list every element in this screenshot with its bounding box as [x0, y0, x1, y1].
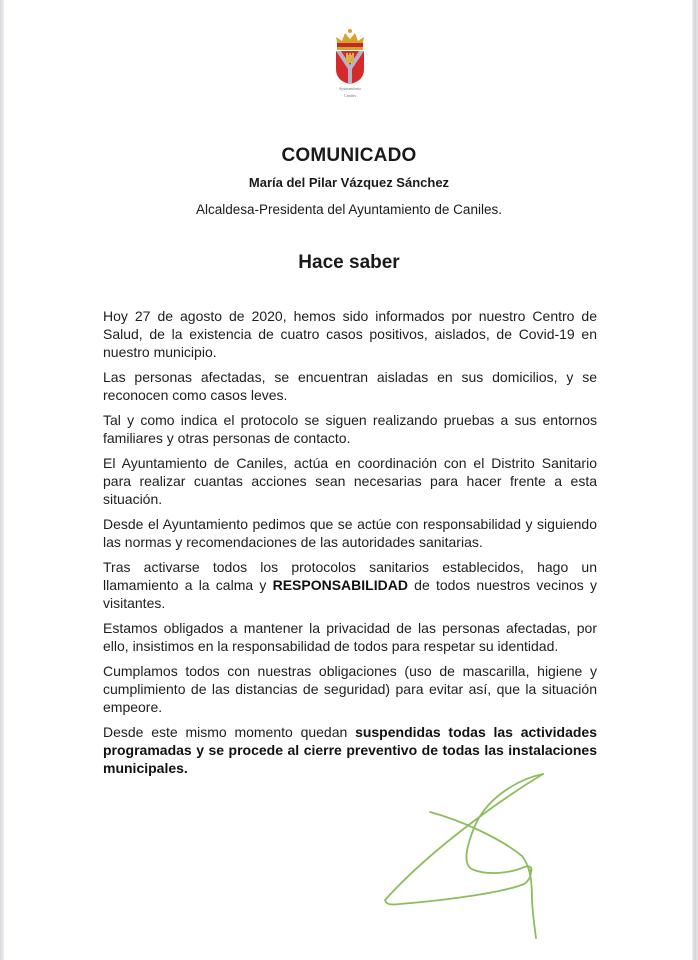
paragraph-6-text-b: de todos nuestros vecinos y visitantes.: [103, 577, 597, 611]
author-name: María del Pilar Vázquez Sánchez: [248, 175, 450, 190]
paragraph-6: [103, 558, 597, 612]
section-heading: Hace saber: [298, 252, 400, 273]
author-role: Alcaldesa-Presidenta del Ayuntamiento de Caniles.: [196, 202, 502, 217]
paragraph-7: Estamos obligados a mantener la privacidad de las personas afectadas, por ello, insistimos en la responsabilidad de todos para respetar su identidad.: [103, 620, 597, 654]
logo-caption-ayuntamiento: Ayuntamiento: [338, 86, 362, 91]
signature-stroke-diagonal: [385, 774, 543, 905]
paragraph-3: Tal y como indica el protocolo se siguen realizando pruebas a sus entornos familiares y otras personas de contacto.: [103, 412, 597, 446]
announcement-body: [103, 307, 597, 784]
signature-stroke-loop: [466, 774, 543, 874]
document-title: COMUNICADO: [281, 145, 417, 166]
paragraph-4: El Ayuntamiento de Caniles, actúa en coordinación con el Distrito Sanitario para realizar cuantas acciones sean necesarias para hacer frente a esta situación.: [103, 455, 597, 507]
paragraph-5: Desde el Ayuntamiento pedimos que se actúe con responsabilidad y siguiendo las normas y recomendaciones de las autoridades sanitarias.: [103, 516, 597, 550]
paragraph-6-text-a: Tras activarse todos los protocolos sanitarios establecidos, hago un llamamiento a la calma y: [103, 559, 597, 593]
paragraph-9-text: Desde este mismo momento quedan: [103, 724, 356, 740]
page-edge-right: [692, 0, 698, 960]
coat-of-arms-icon: [330, 27, 370, 103]
handwritten-signature: [370, 760, 590, 960]
suspension-notice: suspendidas todas las actividades programadas y se procede al cierre preventivo de todas las instalaciones municipales.: [103, 724, 597, 776]
responsabilidad-emphasis: RESPONSABILIDAD: [272, 577, 408, 593]
logo-caption-caniles: Caniles: [344, 93, 356, 98]
page-edge-left: [0, 0, 4, 960]
signature-stroke-cross: [430, 812, 536, 938]
paragraph-1: Hoy 27 de agosto de 2020, hemos sido informados por nuestro Centro de Salud, de la existencia de cuatro casos positivos, aislados, de Covid-19 en nuestro municipio.: [103, 308, 597, 360]
paragraph-8: Cumplamos todos con nuestras obligaciones (uso de mascarilla, higiene y cumplimiento de las distancias de seguridad) para evitar así, que la situación empeore.: [103, 663, 597, 715]
paragraph-2: Las personas afectadas, se encuentran aisladas en sus domicilios, y se reconocen como casos leves.: [103, 369, 597, 403]
